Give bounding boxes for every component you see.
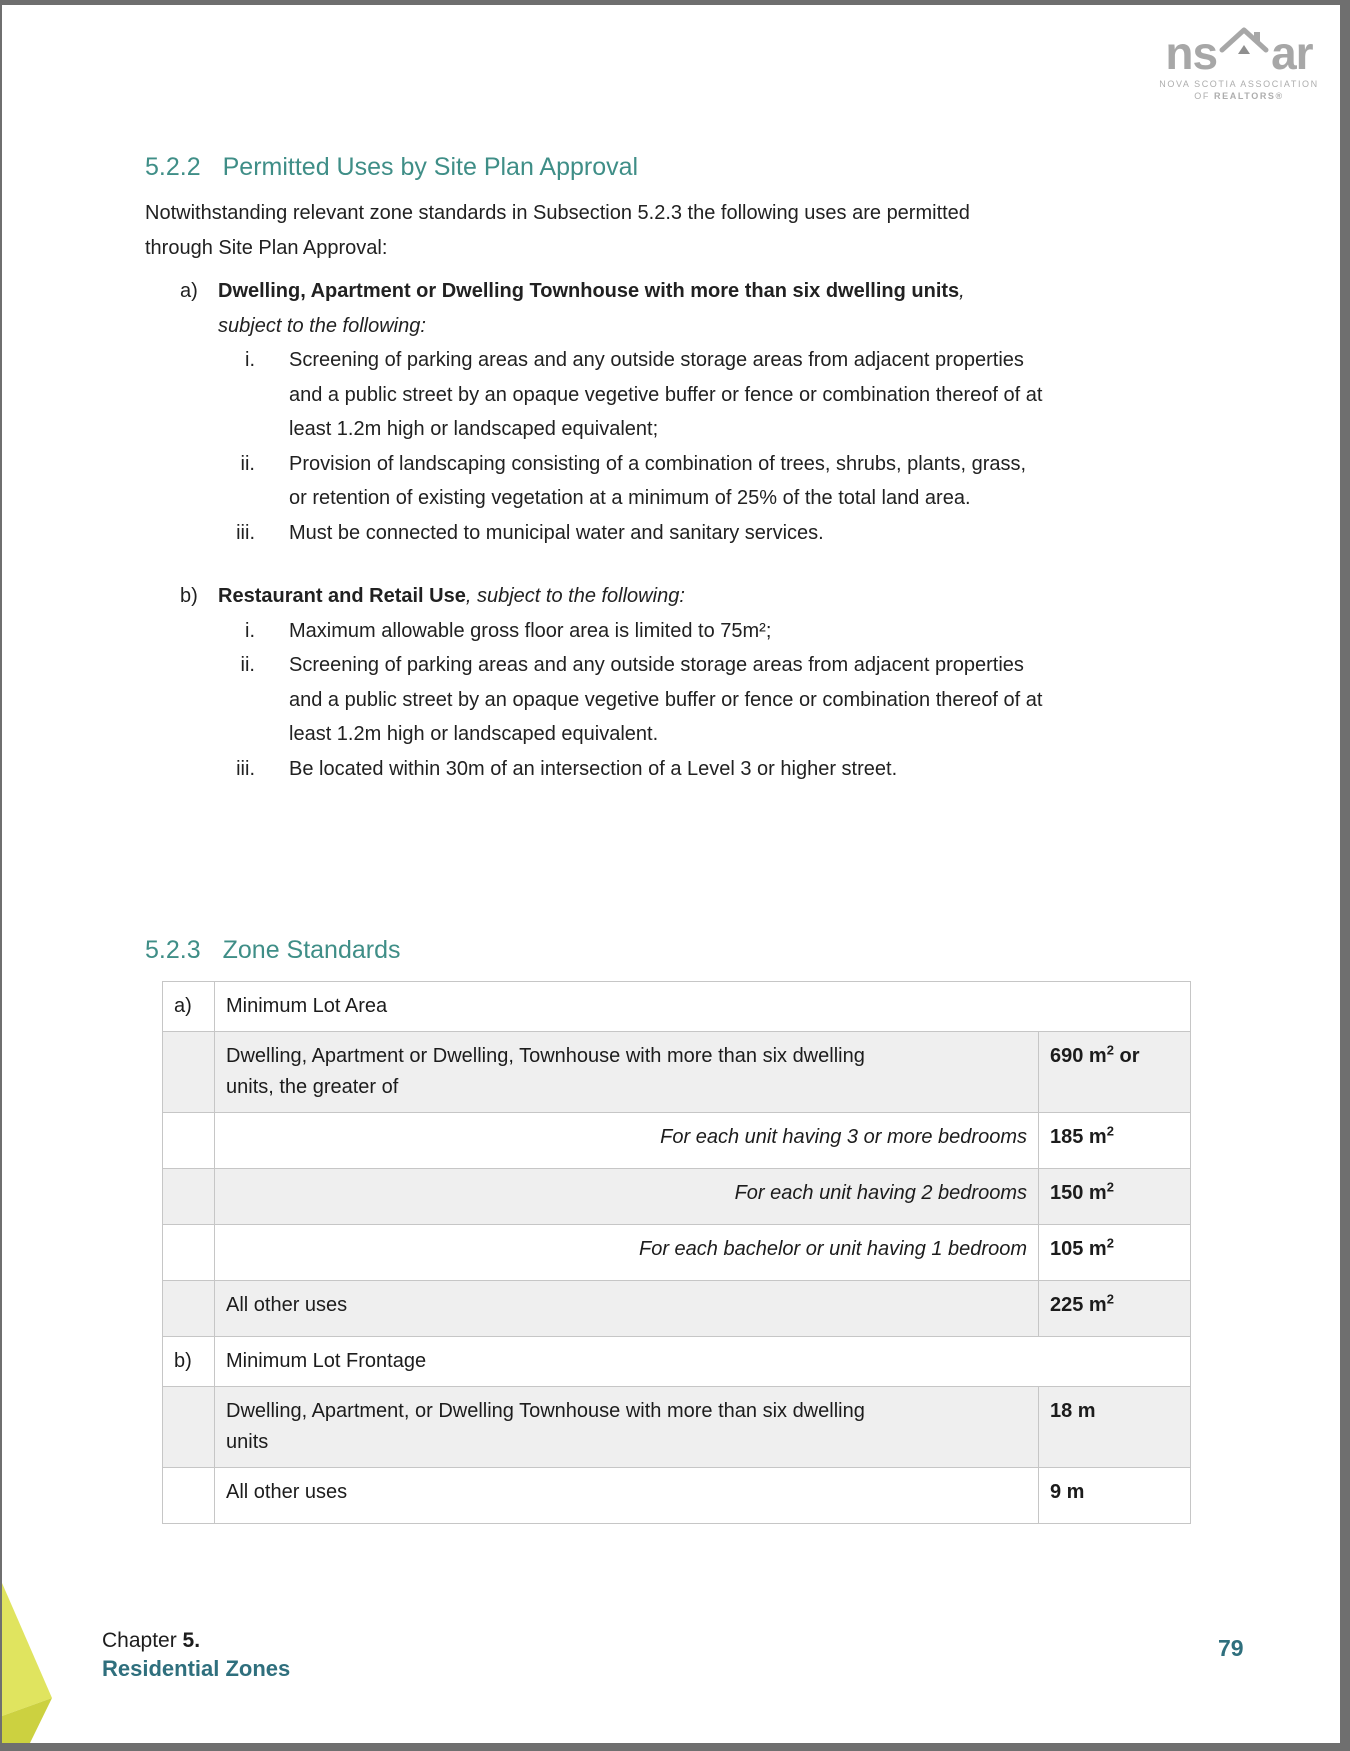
logo-caption-line2: OF REALTORS® [1194, 91, 1284, 101]
list-item-text: Restaurant and Retail Use, subject to the following: [218, 585, 685, 607]
table-row [163, 1113, 1191, 1169]
sub-marker: iii. [236, 757, 255, 780]
sub-text: Be located within 30m of an intersection of a Level 3 or higher street. [289, 757, 898, 780]
section-title: Permitted Uses by Site Plan Approval [222, 153, 639, 181]
sub-item [180, 516, 1340, 551]
chapter-line: Chapter 5. [102, 1629, 201, 1652]
logo-text-ar: ar [1271, 27, 1313, 79]
list-marker: a) [180, 280, 198, 302]
logo-text-ns: ns [1165, 27, 1218, 79]
sub-marker: ii. [240, 452, 255, 475]
row-label: For each unit having 3 or more bedrooms [215, 1113, 1039, 1169]
footer-chapter [102, 1627, 290, 1683]
chapter-title: Residential Zones [102, 1656, 291, 1681]
section-number: 5.2.2 [145, 153, 201, 181]
row-letter: a) [163, 982, 215, 1032]
section-heading-522 [145, 151, 1340, 183]
permitted-uses-list [180, 274, 1340, 786]
sub-item [180, 447, 1340, 516]
table-row [163, 1468, 1191, 1524]
zone-standards-table [162, 981, 1191, 1524]
row-letter: b) [163, 1337, 215, 1387]
corner-arrow-graphic [2, 1578, 60, 1743]
row-label: For each bachelor or unit having 1 bedroom [215, 1225, 1039, 1281]
row-letter [163, 1169, 215, 1225]
sub-text: Screening of parking areas and any outside storage areas from adjacent properties and a public street by an opaque vegetive buffer or fence or combination thereof of at least 1.2m high or landscaped equivalent. [289, 654, 1043, 745]
list-marker: b) [180, 585, 198, 607]
row-label: For each unit having 2 bedrooms [215, 1169, 1039, 1225]
section-number: 5.2.3 [145, 936, 201, 964]
sub-item [180, 752, 1340, 787]
row-letter [163, 1281, 215, 1337]
list-item-a [180, 274, 1340, 343]
row-label: Minimum Lot Frontage [215, 1337, 1191, 1387]
row-letter [163, 1225, 215, 1281]
page-content [2, 5, 1340, 1524]
sub-marker: iii. [236, 521, 255, 544]
sub-marker: i. [245, 619, 255, 642]
sub-text: Maximum allowable gross floor area is limited to 75m²; [289, 619, 772, 642]
sub-marker: i. [245, 349, 255, 371]
table-row [163, 1337, 1191, 1387]
sub-item [180, 648, 1340, 752]
list-item-text: Dwelling, Apartment or Dwelling Townhouse with more than six dwelling units, subject to the following: [218, 280, 965, 337]
row-value: 185 $m^2$ [1039, 1113, 1191, 1169]
table-row [163, 982, 1191, 1032]
table-row [163, 1225, 1191, 1281]
row-value: 225 $m^2$ [1039, 1281, 1191, 1337]
sub-item [180, 614, 1340, 649]
page-number: 79 [1218, 1635, 1244, 1661]
row-label: Minimum Lot Area [215, 982, 1191, 1032]
row-label: Dwelling, Apartment or Dwelling, Townhouse with more than six dwelling units, the greater of [215, 1032, 1039, 1113]
row-label: All other uses [215, 1468, 1039, 1524]
document-page [2, 5, 1340, 1743]
list-item-b [180, 579, 1340, 614]
table-row [163, 1032, 1191, 1113]
intro-paragraph: Notwithstanding relevant zone standards in Subsection 5.2.3 the following uses are permitted through Site Plan Approval: [145, 202, 970, 259]
sub-marker: ii. [240, 654, 255, 676]
sub-item [180, 343, 1340, 447]
table-row [163, 1387, 1191, 1468]
row-value: 18 m [1039, 1387, 1191, 1468]
sub-text: Must be connected to municipal water and sanitary services. [289, 521, 824, 544]
logo-caption-line1: NOVA SCOTIA ASSOCIATION [1159, 79, 1319, 89]
row-value: 9 m [1039, 1468, 1191, 1524]
row-letter [163, 1387, 215, 1468]
row-value: 150 $m^2$ [1039, 1169, 1191, 1225]
row-value: 690 $m^2$ or [1039, 1032, 1191, 1113]
sub-text: Screening of parking areas and any outside storage areas from adjacent properties and a public street by an opaque vegetive buffer or fence or combination thereof of at least 1.2m high or landscaped equivalent; [289, 349, 1043, 440]
row-label: All other uses [215, 1281, 1039, 1337]
row-letter [163, 1113, 215, 1169]
row-label: Dwelling, Apartment, or Dwelling Townhouse with more than six dwelling units [215, 1387, 1039, 1468]
table-row [163, 1169, 1191, 1225]
row-letter [163, 1032, 215, 1113]
table-row [163, 1281, 1191, 1337]
section-title: Zone Standards [222, 936, 401, 964]
row-letter [163, 1468, 215, 1524]
row-value: 105 $m^2$ [1039, 1225, 1191, 1281]
sub-text: Provision of landscaping consisting of a combination of trees, shrubs, plants, grass, or retention of existing vegetation at a minimum of 25% of the total land area. [289, 452, 1027, 509]
section-heading-523 [145, 934, 1340, 966]
